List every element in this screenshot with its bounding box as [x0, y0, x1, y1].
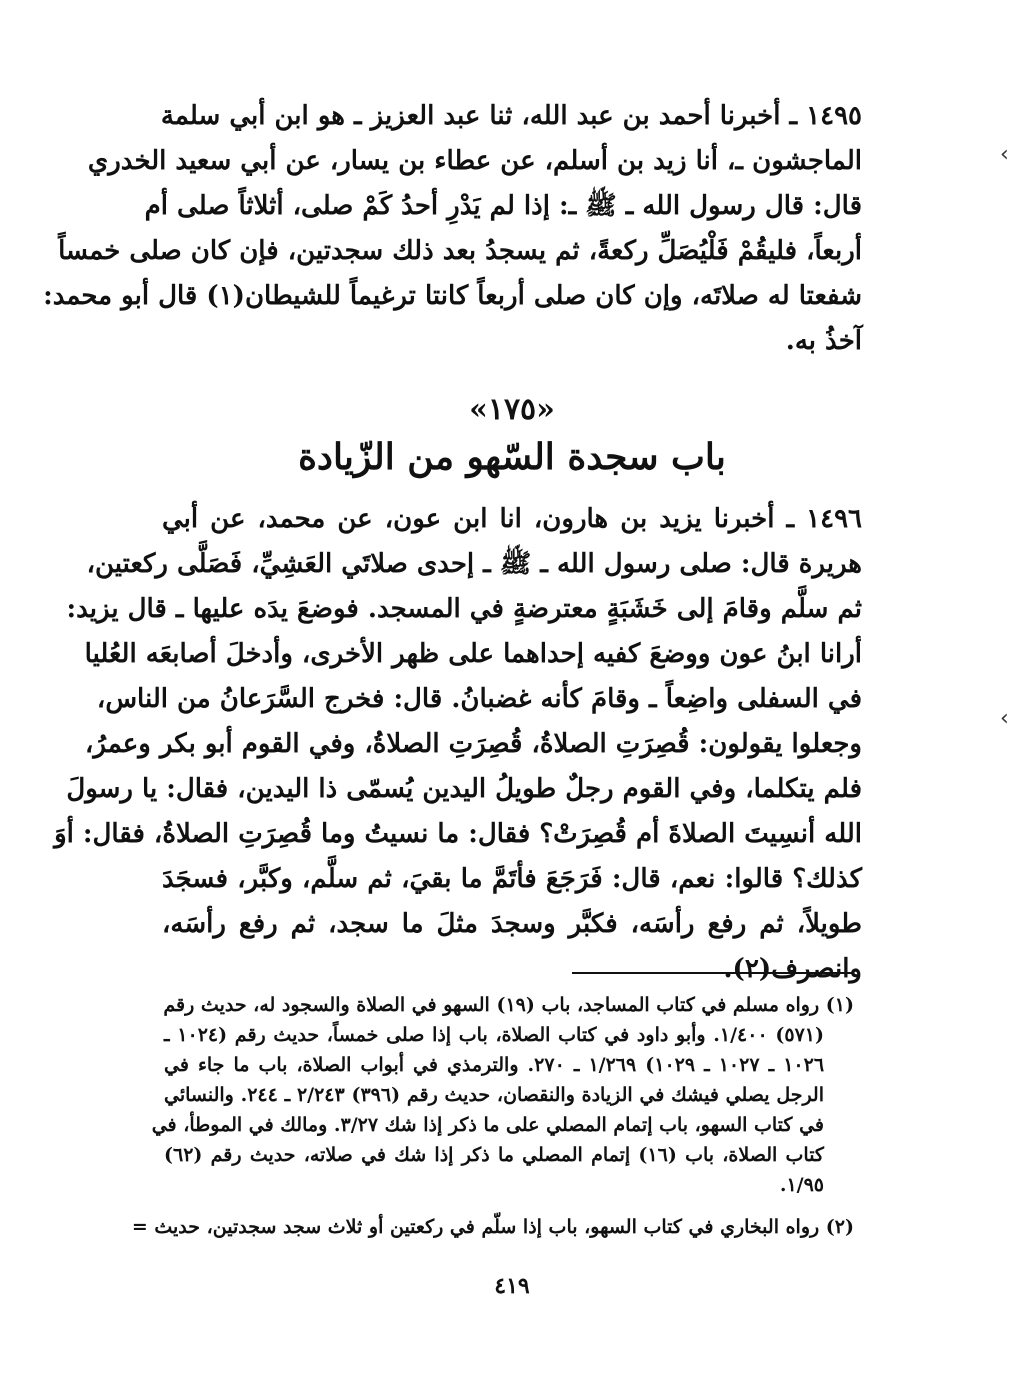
footnote-line: (٥٧١) ١/٤٠٠. وأبو داود في كتاب الصلاة، باب إذا صلى خمساً، حديث رقم (١٠٢٤ ـ — [164, 1024, 824, 1046]
hadith-line: قال: قال رسول الله ـ ﷺ ـ: إذا لم يَدْرِ أحدُ كَمْ صلى، أثلاثاً صلى أم — [144, 191, 862, 221]
hadith-line: وانصرف(٢). — [723, 954, 862, 984]
footnote-line: ١/٩٥. — [779, 1174, 824, 1196]
hadith-line: ١٤٩٥ ـ أخبرنا أحمد بن عبد الله، ثنا عبد العزيز ـ هو ابن أبي سلمة — [160, 101, 862, 131]
footnote-line: (٢) رواه البخاري في كتاب السهو، باب إذا سلّم في ركعتين أو ثلاث سجد سجدتين، حديث = — [131, 1216, 854, 1238]
footnote-1 — [151, 990, 854, 1200]
chapter-title: باب سجدة السّهو من الزّيادة — [298, 436, 726, 478]
hadith-line: أربعاً، فليقُمْ فَلْيُصَلِّ ركعةً، ثم يسجدُ بعد ذلك سجدتين، فإن كان صلى خمساً — [58, 236, 862, 266]
hadith-line: الله أنسِيتَ الصلاةَ أم قُصِرَتْ؟ فقال: ما نسيتُ وما قُصِرَتِ الصلاةُ، فقال: أوَ — [54, 819, 862, 849]
hadith-line: ١٤٩٦ ـ أخبرنا يزيد بن هارون، انا ابن عون، عن محمد، عن أبي — [162, 504, 862, 534]
hadith-1495 — [43, 94, 862, 364]
hadith-line: الماجشون ـ، أنا زيد بن أسلم، عن عطاء بن يسار، عن أبي سعيد الخدري — [87, 146, 862, 176]
margin-mark-middle: › — [1000, 706, 1009, 731]
hadith-line: كذلك؟ قالوا: نعم، قال: فَرَجَعَ فأتَمَّ ما بقيَ، ثم سلَّم، وكبَّر، فسجَدَ — [162, 864, 862, 894]
hadith-line: طويلاً، ثم رفع رأسَه، فكبَّر وسجدَ مثلَ ما سجد، ثم رفع رأسَه، — [162, 909, 862, 939]
footnote-line: الرجل يصلي فيشك في الزيادة والنقصان، حديث رقم (٣٩٦) ٢/٢٤٣ ـ ٢٤٤. والنسائي — [164, 1084, 825, 1106]
margin-mark-top: › — [1000, 142, 1009, 167]
footnote-2 — [131, 1212, 854, 1242]
footnote-line: في كتاب السهو، باب إتمام المصلي على ما ذكر إذا شك ٣/٢٧. ومالك في الموطأ، في — [151, 1114, 824, 1136]
hadith-1496 — [54, 497, 862, 992]
hadith-line: آخذُ به. — [785, 326, 862, 356]
hadith-line: في السفلى واضِعاً ـ وقامَ كأنه غضبانُ. قال: فخرج السَّرَعانُ من الناس، — [96, 684, 862, 714]
hadith-line: وجعلوا يقولون: قُصِرَتِ الصلاةُ، قُصِرَتِ الصلاةُ، وفي القوم أبو بكر وعمرُ، — [84, 729, 862, 759]
hadith-line: أرانا ابنُ عون ووضعَ كفيه إحداهما على ظهر الأخرى، وأدخلَ أصابعَه العُليا — [84, 639, 862, 669]
footnote-line: (١) رواه مسلم في كتاب المساجد، باب (١٩) السهو في الصلاة والسجود له، حديث رقم — [163, 994, 854, 1016]
chapter-number: «١٧٥» — [469, 392, 555, 427]
page-number: ٤١٩ — [494, 1273, 530, 1299]
footnote-line: كتاب الصلاة، باب (١٦) إتمام المصلي ما ذكر إذا شك في صلاته، حديث رقم (٦٢) — [164, 1144, 824, 1166]
footnote-separator — [572, 972, 854, 974]
hadith-line: فلم يتكلما، وفي القوم رجلٌ طويلُ اليدين يُسمّى ذا اليدين، فقال: يا رسولَ — [66, 774, 862, 804]
hadith-line: ثم سلَّم وقامَ إلى خَشَبَةٍ معترضةٍ في المسجد. فوضعَ يدَه عليها ـ قال يزيد: — [66, 594, 862, 624]
hadith-line: شفعتا له صلاتَه، وإن كان صلى أربعاً كانتا ترغيماً للشيطان(١) قال أبو محمد: — [43, 281, 862, 311]
footnote-line: ١٠٢٦ ـ ١٠٢٧ ـ ١٠٢٩) ١/٢٦٩ ـ ٢٧٠. والترمذي في أبواب الصلاة، باب ما جاء في — [164, 1054, 825, 1076]
hadith-line: هريرة قال: صلى رسول الله ـ ﷺ ـ إحدى صلاتَي العَشِيِّ، فَصَلَّى ركعتين، — [86, 549, 862, 579]
